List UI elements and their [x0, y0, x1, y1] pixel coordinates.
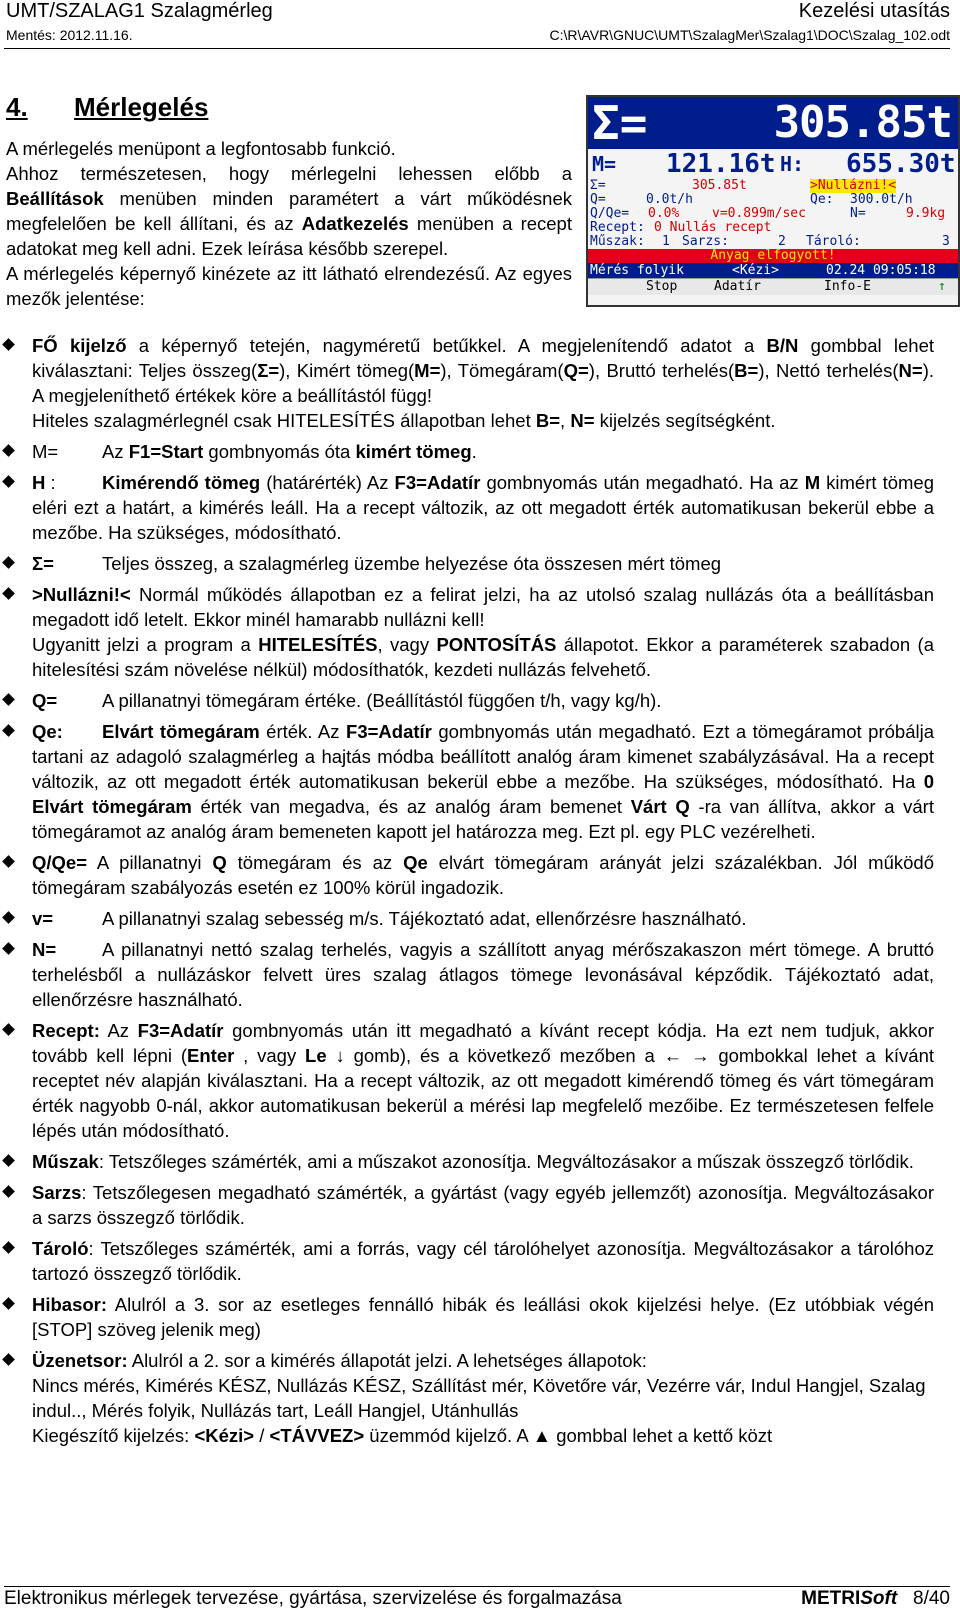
lcd-key-adatir: Adatír [714, 279, 761, 294]
lcd-r2-label: Q= [590, 192, 606, 207]
bullet-icon [2, 587, 15, 600]
bullet-icon [2, 1023, 15, 1036]
text: F3=Adatír [346, 721, 432, 742]
text: elvárt tömegáram arányát jelzi százalékban. Jól működő tömegáram szabályozás esetén ez 100% körül ingadozik. [32, 852, 935, 898]
text: F3=Adatír [137, 1020, 224, 1041]
footer-right [801, 1588, 950, 1610]
intro-p3: A mérlegelés képernyő kinézete az itt látható elrendezésű. Az egyes mezők jelentése: [6, 263, 572, 309]
text: gombnyomás után megadható. Ha az [480, 472, 805, 493]
intro-text [6, 136, 572, 311]
lcd-r5-sarzs-value: 2 [778, 234, 786, 249]
list-item-qe [0, 719, 960, 844]
text: Kiegészítő kijelzés: [32, 1425, 195, 1446]
lcd-mh-row [588, 149, 958, 179]
lcd-h-label: H: [780, 152, 805, 176]
lcd-r3-v: v=0.899m/sec [712, 206, 806, 221]
term-sigma: Σ= [32, 553, 54, 574]
lcd-r1-label: Σ= [590, 178, 606, 193]
lcd-sigma-label: Σ= [592, 96, 648, 150]
text: A pillanatnyi [87, 852, 213, 873]
lcd-status-line [588, 263, 958, 278]
text: érték van megadva, és az analóg áram bemenet [191, 796, 631, 817]
text: : Tetszőlegesen megadható számérték, a gyártást (vagy egyéb jellemzőt) azonosítja. Megváltozásakor a sarzs összegző törlődik. [32, 1182, 934, 1228]
list-item-uzenetsor [0, 1348, 960, 1448]
term-nullazni: >Nullázni!< [32, 584, 131, 605]
text: gombokkal lehet a kívánt receptet név alapján kiválasztani. Ha a recept változik, az ott megadott kimérendő tömeg és várt tömegáram érték nagyobb 0-nál, akkor automatikusan bekerül a mérési lap megfelelő mezőibe. Ez természetesen felfele lépés után módosítható. [32, 1045, 935, 1141]
text: Le [305, 1045, 327, 1066]
bullet-icon [2, 556, 15, 569]
list-item-fo-kijelzo [0, 333, 960, 433]
list-item-h [0, 470, 960, 545]
text: ). A megjeleníthető értékek köre a beállítástól függ! [32, 360, 934, 406]
page-number: 8/40 [913, 1588, 950, 1609]
bullet-icon [2, 338, 15, 351]
text: Normál működés állapotban ez a felirat jelzi, ha az utolsó szalag nullázás óta a beállításban megadott idő letelt. Ekkor minél hamarabb nullázni kell! [32, 584, 934, 630]
page-header [6, 0, 950, 23]
lcd-status: Mérés folyik [590, 263, 684, 278]
text: gomb), és a következő mezőben a [344, 1045, 664, 1066]
text: / [254, 1425, 270, 1446]
lcd-row-qqe [588, 207, 958, 221]
lcd-softkeys [588, 278, 958, 295]
list-item-sarzs [0, 1180, 960, 1230]
lcd-r5-sarzs-label: Sarzs: [682, 234, 729, 249]
lcd-datetime: 02.24 09:05:18 [826, 263, 936, 278]
lcd-r3-n-value: 9.9kg [906, 206, 946, 221]
list-item-hibasor [0, 1292, 960, 1342]
text: A pillanatnyi tömegáram értéke. (Beállítástól függően t/h, vagy kg/h). [102, 690, 662, 711]
lcd-m-label: M= [592, 152, 617, 176]
text: kijelzés segítségként. [594, 410, 776, 431]
term-h: H [32, 472, 46, 493]
term-n: N= [32, 939, 57, 960]
text: Az [102, 441, 129, 462]
list-item-sigma [0, 551, 960, 576]
bullet-icon [2, 911, 15, 924]
text: <Kézi> [194, 1425, 255, 1446]
text: M [804, 472, 821, 493]
term-muszak: Műszak [32, 1151, 99, 1172]
text: állapotot. Ekkor a paraméterek szabadon (a hitelesítési szám növelése nélkül) módosíthatók, kezdeti nullázás felvehető. [32, 634, 934, 680]
term-qe: Qe: [32, 721, 63, 742]
list-item-nullazni [0, 582, 960, 682]
term-sarzs: Sarzs [32, 1182, 82, 1203]
arrow-right-icon: → [690, 1045, 710, 1066]
lcd-mode: <Kézi> [732, 263, 779, 278]
intro-p2 [6, 161, 572, 261]
lcd-r2-qe-label: Qe: [810, 192, 834, 207]
text: F1=Start [128, 441, 204, 462]
triangle-up-icon: ▲ [532, 1425, 552, 1446]
lcd-row-muszak [588, 235, 958, 249]
text: Q= [563, 360, 589, 381]
term-v: v= [32, 908, 54, 929]
lcd-r5-tarolo-label: Tároló: [806, 234, 861, 249]
section-title-text: Mérlegelés [74, 92, 209, 122]
doc-title: UMT/SZALAG1 Szalagmérleg [6, 0, 273, 22]
list-item-m [0, 439, 960, 464]
lcd-key-stop: Stop [646, 279, 678, 294]
lcd-r5-value: 1 [662, 234, 670, 249]
text: Ugyanitt jelzi a program a [32, 634, 259, 655]
text: -ra van állítva, akkor a várt tömegáramot az analóg áram bemeneten kapott jel határozza meg. Ezt pl. egy PLC vezérelheti. [32, 796, 934, 842]
term-tarolo: Tároló [32, 1238, 89, 1259]
text: HITELESÍTÉS [258, 634, 378, 655]
text: , [560, 410, 571, 431]
text: Teljes összeg, a szalagmérleg üzembe helyezése óta összesen mért tömeg [102, 553, 722, 574]
text: érték. Az [259, 721, 347, 742]
text: Hiteles szalagmérlegnél csak HITELESÍTÉS állapotban lehet [32, 410, 536, 431]
text: Enter [187, 1045, 235, 1066]
text: gombbal lehet a kettő közt [551, 1425, 773, 1446]
lcd-error-line: Anyag elfogyott! [588, 249, 958, 263]
term-fo: FŐ kijelző [32, 335, 127, 356]
lcd-big-value: 305.85t [773, 97, 952, 148]
lcd-h-value: 655.30t [846, 149, 956, 179]
header-rule [4, 48, 950, 49]
text: . [471, 441, 477, 462]
text: <TÁVVEZ> [269, 1425, 365, 1446]
lcd-r4-label: Recept: [590, 220, 645, 235]
text: , vagy [377, 634, 437, 655]
list-item-qqe [0, 850, 960, 900]
footer-rule [4, 1586, 950, 1587]
list-item-muszak [0, 1149, 960, 1174]
text: tömegáram és az [226, 852, 404, 873]
term-uzenetsor: Üzenetsor: [32, 1350, 128, 1371]
lcd-r4-value: 0 Nullás recept [654, 220, 772, 235]
term-qqe: Q/Qe= [32, 852, 88, 873]
text: A pillanatnyi szalag sebesség m/s. Tájékoztató adat, ellenőrzésre használható. [102, 908, 747, 929]
text: M= [414, 360, 441, 381]
text: Nincs mérés, Kimérés KÉSZ, Nullázás KÉSZ, Szállítást mér, Követőre vár, Vezérre vár, Indul Hangjel, Szalag indul.., Mérés folyik, Nullázás tart, Leáll Hangjel, Utánhullás [32, 1375, 926, 1421]
bullet-icon [2, 724, 15, 737]
bullet-icon [2, 855, 15, 868]
lcd-r1-value: 305.85t [692, 178, 747, 193]
lcd-r3-label: Q/Qe= [590, 206, 630, 221]
term-recept: Recept: [32, 1020, 100, 1041]
text: Σ= [257, 360, 280, 381]
text: Az [99, 1020, 138, 1041]
text: , vagy [234, 1045, 306, 1066]
text: üzemmód kijelző. A [364, 1425, 533, 1446]
lcd-m-value: 121.16t [666, 149, 776, 179]
text: F3=Adatír [394, 472, 481, 493]
text: ), Nettó terhelés( [758, 360, 899, 381]
weighing-screen-image [586, 95, 960, 307]
text: B/N [766, 335, 799, 356]
doc-type: Kezelési utasítás [798, 0, 950, 22]
bullet-icon [2, 942, 15, 955]
brand-b: Soft [860, 1588, 898, 1609]
text [682, 1045, 691, 1066]
bullet-icon [2, 475, 15, 488]
page-subheader [6, 27, 950, 43]
page-footer [4, 1588, 950, 1610]
lcd-main-display [588, 97, 958, 149]
text: : Tetszőleges számérték, ami a forrás, vagy cél tárolóhelyet azonosítja. Megváltozásakor a tárolóhoz tartozó összegző törlődik. [32, 1238, 934, 1284]
text: : Tetszőleges számérték, ami a műszakot azonosítja. Megváltozásakor a műszak összegző törlődik. [98, 1151, 914, 1172]
list-item-q [0, 688, 960, 713]
text: gombnyomás után itt megadható a kívánt recept kódja. Ha ezt nem tudjuk, akkor tovább kell lépni ( [32, 1020, 934, 1066]
brand-a: METRI [801, 1588, 861, 1609]
intro-p2-d: Adatkezelés [301, 213, 409, 234]
bullet-icon [2, 693, 15, 706]
text: PONTOSÍTÁS [436, 634, 557, 655]
bullet-icon [2, 1353, 15, 1366]
text: gombbal lehet kiválasztani: Teljes összeg( [32, 335, 934, 381]
lcd-r3-n-label: N= [850, 206, 866, 221]
lcd-row-q [588, 193, 958, 207]
lcd-r5-tarolo-value: 3 [942, 234, 950, 249]
text: kimért tömeg [355, 441, 472, 462]
section-number: 4. [6, 92, 28, 122]
section-title [6, 92, 208, 123]
text: ), Tömegáram( [440, 360, 564, 381]
text: A pillanatnyi nettó szalag terhelés, vagyis a szállított anyag mérőszakaszon mért tömege. A bruttó terhelésből a nullázáskor felvett üres szalag átlagos tömege levonásával képződik. Tájékoztató adat, ellenőrzésre használható. [32, 939, 934, 1010]
text: N= [898, 360, 923, 381]
arrow-left-icon: ← [663, 1045, 683, 1066]
text: 0 Elvárt tömegáram [32, 771, 934, 817]
intro-p2-b: Beállítások [6, 188, 104, 209]
intro-p2-a: Ahhoz természetesen, hogy mérlegelni lehessen előbb a [6, 163, 572, 184]
text: ), Bruttó terhelés( [588, 360, 735, 381]
lcd-row-sigma [588, 179, 958, 193]
text: ), Kimért tömeg( [279, 360, 415, 381]
field-description-list [0, 333, 960, 1454]
lcd-key-info: Info-E [824, 279, 871, 294]
bullet-icon [2, 1154, 15, 1167]
bullet-icon [2, 1297, 15, 1310]
text: Elvárt tömegáram [102, 721, 260, 742]
text: N= [570, 410, 595, 431]
list-item-tarolo [0, 1236, 960, 1286]
footer-text: Elektronikus mérlegek tervezése, gyártása, szervizelése és forgalmazása [4, 1588, 622, 1609]
lcd-r5-label: Műszak: [590, 234, 645, 249]
term-q: Q= [32, 690, 58, 711]
bullet-icon [2, 444, 15, 457]
text: Várt Q [630, 796, 690, 817]
bullet-icon [2, 1185, 15, 1198]
intro-p2-c: menüben minden paramétert a várt működésnek megfelelően be kell állítani, és az [6, 188, 572, 234]
lcd-r2-value: 0.0t/h [646, 192, 693, 207]
text: (határérték) Az [260, 472, 395, 493]
file-path: C:\R\AVR\GNUC\UMT\SzalagMer\Szalag1\DOC\Szalag_102.odt [549, 27, 950, 43]
text: B= [535, 410, 561, 431]
text: Qe [403, 852, 428, 873]
intro-p2-e: menüben a recept adatokat meg kell adni. Ezek leírása később szerepel. [6, 213, 572, 259]
saved-date: Mentés: 2012.11.16. [6, 27, 133, 43]
lcd-key-up: ↑ [938, 279, 946, 294]
list-item-v [0, 906, 960, 931]
list-item-n [0, 937, 960, 1012]
text: Alulról a 2. sor a kimérés állapotát jelzi. A lehetséges állapotok: [127, 1350, 647, 1371]
bullet-icon [2, 1241, 15, 1254]
text: gombnyomás óta [203, 441, 356, 462]
text: a képernyő tetején, nagyméretű betűkkel. A megjelenítendő adatot a [126, 335, 767, 356]
text: : [45, 472, 56, 493]
text: gombnyomás után megadható. Ezt a tömegáramot próbálja tartani az adagoló szalagmérleg a hajtás módba beállított analóg áram kimenet szabályzásával. Ha a recept változik, az ott megadott érték automatikusan bekerül ebbe a mezőbe. Ha szükséges, módosítható. Ha [32, 721, 934, 792]
intro-p1: A mérlegelés menüpont a legfontosabb funkció. [6, 138, 396, 159]
lcd-r3-value: 0.0% [648, 206, 680, 221]
text: Kimérendő tömeg [102, 472, 261, 493]
list-item-recept [0, 1018, 960, 1143]
text: Alulról a 3. sor az esetleges fennálló hibák és leállási okok kijelzési helye. (Ez utóbbiak végén [STOP] szöveg jelenik meg) [32, 1294, 934, 1340]
text: B= [734, 360, 759, 381]
lcd-r1-flag: >Nullázni!< [810, 178, 897, 193]
arrow-down-icon: ↓ [335, 1045, 345, 1066]
text: Q [212, 852, 227, 873]
term-m: M= [32, 441, 59, 462]
text: kimért tömeg eléri ezt a határt, a kimérés leáll. Ha a recept változik, az ott megadott érték automatikusan bekerül ebbe a mezőbe. Ha szükséges, módosítható. [32, 472, 934, 543]
lcd-r2-qe-value: 300.0t/h [850, 192, 913, 207]
lcd-row-recept [588, 221, 958, 235]
term-hibasor: Hibasor: [32, 1294, 108, 1315]
